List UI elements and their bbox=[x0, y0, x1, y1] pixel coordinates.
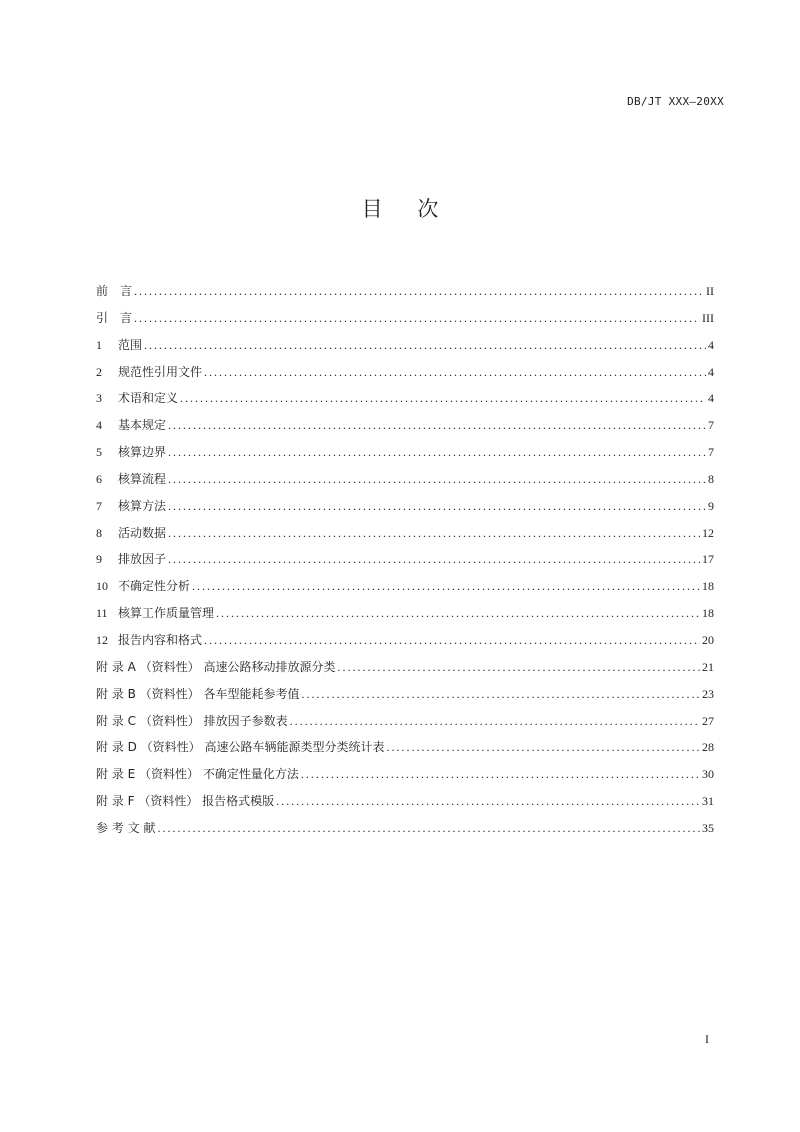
dot-leader bbox=[168, 526, 700, 541]
toc-entry[interactable] bbox=[96, 604, 714, 631]
dot-leader bbox=[192, 579, 700, 594]
toc-entry-label bbox=[96, 443, 166, 460]
toc-entry-title: 规范性引用文件 bbox=[118, 364, 203, 379]
dot-leader bbox=[302, 687, 701, 702]
toc-entry-label bbox=[96, 765, 299, 782]
dot-leader bbox=[216, 606, 700, 621]
toc-entry-page: 7 bbox=[708, 445, 714, 460]
toc-entry-title: 附 录 A （资料性） 高速公路移动排放源分类 bbox=[96, 659, 336, 674]
toc-entry-page: 31 bbox=[702, 794, 714, 809]
toc-entry-page: 28 bbox=[702, 740, 714, 755]
toc-entry[interactable] bbox=[96, 363, 714, 390]
toc-entry-page: 27 bbox=[702, 713, 714, 728]
toc-entry-page: 9 bbox=[708, 498, 714, 513]
toc-entry[interactable] bbox=[96, 524, 714, 551]
toc-entry-page: 4 bbox=[708, 337, 714, 352]
toc-entry-title: 附 录 C （资料性） 排放因子参数表 bbox=[96, 713, 288, 728]
toc-entry-label bbox=[96, 389, 178, 406]
page-number: I bbox=[705, 1032, 709, 1046]
toc-entry[interactable] bbox=[96, 792, 714, 819]
toc-entry-title: 引 言 bbox=[96, 310, 133, 325]
toc-entry-page: II bbox=[706, 284, 714, 298]
toc-entry[interactable] bbox=[96, 738, 714, 765]
toc-entry-title: 前 言 bbox=[96, 284, 133, 298]
toc-entry[interactable] bbox=[96, 550, 714, 577]
toc-entry-title: 核算边界 bbox=[118, 445, 167, 460]
toc-entry-number: 2 bbox=[96, 364, 102, 379]
toc-entry-title: 附 录 F （资料性） 报告格式模版 bbox=[96, 794, 275, 809]
dot-leader bbox=[301, 767, 700, 782]
toc-entry-label bbox=[96, 658, 335, 675]
toc-entry-title: 核算方法 bbox=[118, 498, 167, 513]
toc-entry-page: 18 bbox=[702, 579, 714, 594]
toc-entry-title: 术语和定义 bbox=[118, 391, 179, 406]
toc-entry-title: 活动数据 bbox=[118, 525, 167, 540]
toc-entry[interactable] bbox=[96, 470, 714, 497]
toc-entry-label bbox=[96, 631, 202, 648]
toc-entry-page: 23 bbox=[702, 686, 714, 701]
table-of-contents bbox=[96, 282, 714, 846]
toc-entry-number: 11 bbox=[96, 606, 108, 621]
toc-entry-number: 10 bbox=[96, 579, 108, 594]
toc-entry-title: 附 录 E （资料性） 不确定性量化方法 bbox=[96, 767, 299, 782]
toc-entry[interactable] bbox=[96, 577, 714, 604]
toc-entry-page: 4 bbox=[708, 391, 714, 406]
toc-entry-label bbox=[96, 685, 300, 702]
toc-entry-number: 4 bbox=[96, 418, 102, 433]
toc-entry-page: 18 bbox=[702, 606, 714, 621]
toc-entry-label bbox=[96, 363, 202, 380]
toc-entry-number: 7 bbox=[96, 498, 102, 513]
dot-leader bbox=[168, 552, 700, 567]
dot-leader bbox=[134, 311, 700, 326]
toc-entry[interactable] bbox=[96, 819, 714, 846]
dot-leader bbox=[387, 740, 700, 755]
toc-entry-number: 9 bbox=[96, 552, 102, 567]
dot-leader bbox=[144, 338, 706, 353]
toc-entry-title: 报告内容和格式 bbox=[118, 632, 203, 647]
toc-entry[interactable] bbox=[96, 336, 714, 363]
toc-entry-number: 6 bbox=[96, 471, 102, 486]
toc-entry-number: 12 bbox=[96, 632, 108, 647]
dot-leader bbox=[168, 499, 706, 514]
toc-entry-label bbox=[96, 738, 385, 755]
dot-leader bbox=[276, 794, 700, 809]
dot-leader bbox=[204, 365, 706, 380]
toc-entry-label bbox=[96, 712, 288, 729]
toc-entry[interactable] bbox=[96, 658, 714, 685]
toc-entry-page: 4 bbox=[708, 364, 714, 379]
document-code: DB/JT XXX—20XX bbox=[627, 95, 724, 108]
dot-leader bbox=[134, 284, 704, 299]
toc-entry-label bbox=[96, 550, 166, 567]
toc-entry-title: 附 录 D （资料性） 高速公路车辆能源类型分类统计表 bbox=[96, 740, 385, 755]
toc-entry-title: 参 考 文 献 bbox=[96, 820, 156, 835]
dot-leader bbox=[290, 714, 700, 729]
toc-entry-label bbox=[96, 282, 132, 299]
toc-entry-page: 30 bbox=[702, 767, 714, 782]
toc-entry-page: 20 bbox=[702, 632, 714, 647]
toc-entry-label bbox=[96, 524, 166, 541]
toc-entry[interactable] bbox=[96, 282, 714, 309]
dot-leader bbox=[157, 821, 700, 836]
toc-entry-page: 7 bbox=[708, 418, 714, 433]
toc-entry-page: 12 bbox=[702, 525, 714, 540]
toc-entry[interactable] bbox=[96, 443, 714, 470]
toc-entry-label bbox=[96, 497, 166, 514]
toc-entry-title: 不确定性分析 bbox=[118, 579, 191, 594]
toc-entry[interactable] bbox=[96, 765, 714, 792]
toc-entry-page: 35 bbox=[702, 820, 714, 835]
toc-entry-number: 8 bbox=[96, 525, 102, 540]
dot-leader bbox=[168, 418, 706, 433]
toc-entry-label bbox=[96, 416, 166, 433]
toc-entry[interactable] bbox=[96, 631, 714, 658]
toc-entry[interactable] bbox=[96, 712, 714, 739]
toc-entry-page: 17 bbox=[702, 552, 714, 567]
toc-entry[interactable] bbox=[96, 497, 714, 524]
toc-entry-title: 附 录 B （资料性） 各车型能耗参考值 bbox=[96, 686, 300, 701]
toc-entry-page: 8 bbox=[708, 471, 714, 486]
dot-leader bbox=[168, 472, 706, 487]
dot-leader bbox=[168, 445, 706, 460]
toc-entry-page: 21 bbox=[702, 659, 714, 674]
toc-entry[interactable] bbox=[96, 416, 714, 443]
toc-entry-number: 3 bbox=[96, 391, 102, 406]
dot-leader bbox=[337, 660, 700, 675]
page-title: 目 次 bbox=[361, 197, 453, 221]
dot-leader bbox=[204, 633, 700, 648]
toc-entry[interactable] bbox=[96, 389, 714, 416]
toc-entry-title: 基本规定 bbox=[118, 418, 167, 433]
toc-entry-number: 1 bbox=[96, 337, 102, 352]
toc-entry-label bbox=[96, 577, 190, 594]
toc-entry-number: 5 bbox=[96, 445, 102, 460]
toc-entry-title: 核算工作质量管理 bbox=[118, 606, 215, 621]
toc-entry-title: 范围 bbox=[118, 337, 143, 352]
toc-entry-label bbox=[96, 470, 166, 487]
toc-entry[interactable] bbox=[96, 685, 714, 712]
toc-entry[interactable] bbox=[96, 309, 714, 336]
dot-leader bbox=[180, 391, 706, 406]
toc-entry-title: 排放因子 bbox=[118, 552, 167, 567]
toc-entry-title: 核算流程 bbox=[118, 471, 167, 486]
toc-entry-label bbox=[96, 336, 142, 353]
toc-entry-label bbox=[96, 819, 155, 836]
toc-entry-page: III bbox=[702, 310, 714, 325]
toc-entry-label bbox=[96, 792, 274, 809]
toc-entry-label bbox=[96, 604, 214, 621]
toc-entry-label bbox=[96, 309, 132, 326]
